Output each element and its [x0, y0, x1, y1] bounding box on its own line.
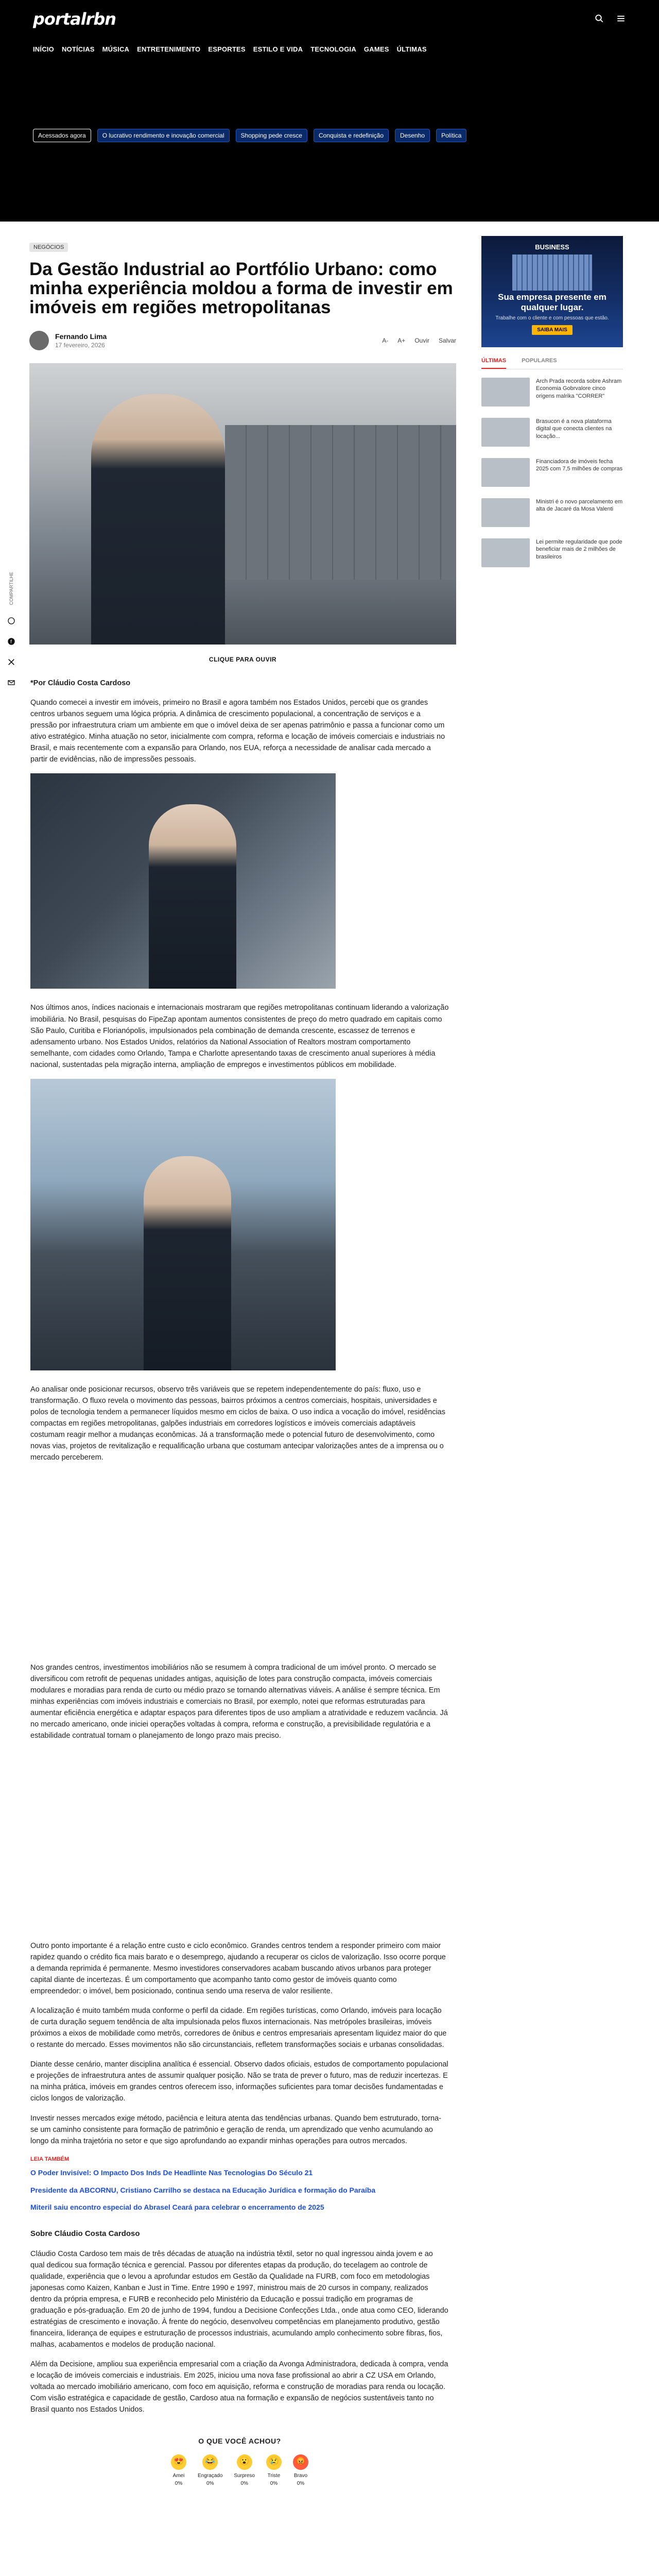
search-icon[interactable]	[594, 13, 604, 24]
related-link[interactable]: O Poder Invisível: O Impacto Dos Inds De Headlinte Nas Tecnologias Do Século 21	[30, 2168, 313, 2177]
reactions-title: O QUE VOCÊ ACHOU?	[198, 2437, 281, 2446]
about-paragraph: Cláudio Costa Cardoso tem mais de três décadas de atuação na indústria têxtil, setor no qual ingressou ainda jovem e ao qual dedicou sua formação técnica e gerencial. Passou por diferentes etapas da produção, do tecelagem ao controle de qualidade, experiência que o levou a aprofundar estudos em Gestão da Qualidade na FURB, com foco em metodologias japonesas como Kaizen, Kanban e Just in Time. Entre 1990 e 1997, ministrou mais de 20 cursos in company, realizados dentro da própria empresa, e FURB e reconhecido pelo Ministério da Educação e possui tradição em programas de graduação e pós-graduação. Em 20 de junho de 1994, fundou a Decisione Confecções Ltda., onde atua como CEO, liderando estratégias de crescimento e inovação. À frente do negócio, desenvolveu competências em planejamento produtivo, gestão financeira, liderança de equipes e estruturação de processos industriais, acumulando amplo conhecimento sobre fibras, fios, malhas, acabamentos e modelos de produção nacional.	[30, 2249, 448, 2349]
warehouse-shelves	[225, 425, 456, 580]
whatsapp-icon[interactable]	[7, 616, 16, 625]
trending-tags	[33, 129, 466, 142]
save-button[interactable]: Salvar	[438, 337, 456, 345]
list-item[interactable]: Financiadora de imóveis fecha 2025 com 7,5 milhões de compras	[481, 458, 623, 487]
related-label: LEIA TAMBÉM	[30, 2156, 70, 2162]
paragraph: Investir nesses mercados exige método, paciência e leitura atenta das tendências urbanas. Quando bem estruturado, torna-se um caminho consistente para formação de patrimônio e geração de renda, um aprendizado que venho acumulando ao longo da minha trajetória no setor e que sigo aprofundando ao expandir minhas operações para outros mercados.	[30, 2114, 441, 2145]
list-item[interactable]: Brasucon é a nova plataforma digital que conecta clientes na locação...	[481, 418, 623, 447]
paragraph: Quando comecei a investir em imóveis, primeiro no Brasil e agora também nos Estados Unidos, percebi que os grandes centros urbanos seguem uma lógica própria. A dinâmica de crescimento populacional, a concentração de serviços e a pressão por infraestrutura criam um ambiente em que o imóvel deixa de ser apenas patrimônio e passa a funcionar como um ativo estratégico. Minha atuação no setor, inicialmente com compra, reforma e locação de imóveis comerciais e industriais no Brasil, e mais recentemente com a expansão para Orlando, nos EUA, reforça a necessidade de analisar cada mercado a partir de evidências, não de impressões pessoais.	[30, 699, 445, 764]
trending-tag[interactable]: Conquista e redefinição	[314, 129, 389, 142]
tab-latest[interactable]: ÚLTIMAS	[481, 358, 506, 369]
byline: *Por Cláudio Costa Cardoso	[30, 679, 131, 688]
paragraph: Outro ponto importante é a relação entre custo e ciclo econômico. Grandes centros tendem a responder primeiro com maior rapidez quando o crédito fica mais barato e o desemprego, ajudando a recuperar os ciclos de valorização. Isso ocorre porque a demanda reprimida é permanente. Mesmo investidores conservadores acabam buscando ativos urbanos para proteger capital diante de incertezas. É um comportamento que acompanho tanto como gestor de imóveis quanto como empreendedor: o imóvel, bem posicionado, continua sendo uma reserva de valor resiliente.	[30, 1942, 446, 1996]
site-header	[0, 0, 659, 222]
listen-cta[interactable]: CLIQUE PARA OUVIR	[209, 656, 277, 664]
paragraph: A localização é muito também muda conforme o perfil da cidade. Em regiões turísticas, como Orlando, imóveis para locação de curta duração seguem tendência de alta impulsionada pelos fluxos internacionais. Nas metrópoles brasileiras, imóveis próximos a eixos de mobilidade como metrôs, corredores de ônibus e centros empresariais apresentam liquidez maior do que o restante do mercado. Esses movimentos não são circunstanciais, refletem transformações sociais e urbanas consolidadas.	[30, 2007, 447, 2049]
paragraph: Diante desse cenário, manter disciplina analítica é essencial. Observo dados oficiais, estudos de comportamento populacional e projeções de infraestrutura antes de assumir qualquer posição. Não se trata de prever o futuro, mas de reduzir incertezas. E na minha prática, imóveis em grandes centros oferecem isso, informações suficientes para tomar decisões fundamentadas e ciclos longos de valorização.	[30, 2060, 448, 2103]
article-photo	[30, 773, 336, 989]
ad-title: Sua empresa presente em qualquer lugar.	[498, 292, 606, 312]
tab-popular[interactable]: POPULARES	[522, 358, 557, 364]
reaction-love[interactable]: 😍 Amei 0%	[171, 2454, 186, 2487]
about-paragraph: Além da Decisione, ampliou sua experiência empresarial com a criação da Avonga Administradora, dedicada à compra, venda e locação de imóveis comerciais e industriais. Em 2025, iniciou uma nova fase profissional ao abrir a CZ USA em Orlando, voltada ao mercado imobiliário americano, com foco em aquisição, reforma e construção de moradias para renda ou locação. Com visão estratégica e capacidade de gestão, Cardoso atua na formação e expansão de negócios sustentáveis tanto no Brasil quanto nos Estados Unidos.	[30, 2360, 448, 2414]
trending-label: Acessados agora	[33, 129, 91, 142]
nav-item[interactable]: TECNOLOGIA	[310, 45, 356, 53]
article	[9, 242, 456, 2487]
author-row	[29, 330, 456, 351]
trending-tag[interactable]: Desenho	[395, 129, 430, 142]
about-title: Sobre Cláudio Costa Cardoso	[30, 2229, 140, 2239]
share-label: COMPARTILHE	[9, 572, 14, 605]
paragraph: Ao analisar onde posicionar recursos, observo três variáveis que se repetem independentemente do país: fluxo, uso e transformação. O fluxo revela o movimento das pessoas, bairros próximos a centros comerciais, hospitais, universidades e polos de tecnologia tendem a permanecer líquidos mesmo em ciclos de baixa. O uso indica a vocação do imóvel, residências compactas em regiões metropolitanas, galpões industriais em corredores logísticos e imóveis comerciais adaptáveis costumam reagir melhor a mudanças econômicas. Já a transformação mede o potencial futuro de desenvolvimento, como novas vias, projetos de revitalização e requalificação urbana que costumam antecipar valorizações antes de a imprensa ou o mercado perceberem.	[30, 1385, 445, 1462]
header-actions	[594, 13, 626, 24]
reactions	[163, 2436, 317, 2487]
ad-slot	[30, 1750, 449, 1940]
ad-brand: BUSINESS	[535, 243, 569, 251]
thumbnail	[481, 378, 530, 406]
x-icon[interactable]	[7, 657, 16, 667]
related-links	[30, 2167, 449, 2213]
paragraph: Nos últimos anos, índices nacionais e internacionais mostraram que regiões metropolitanas continuam liderando a valorização imobiliária. No Brasil, pesquisas do FipeZap apontam aumentos consistentes de preço do metro quadrado em capitais como São Paulo, Curitiba e Florianópolis, impulsionados pela combinação de demanda crescente, escassez de terrenos e adensamento urbano. Nos Estados Unidos, relatórios da National Association of Realtors mostram comportamento semelhante, com cidades como Orlando, Tampa e Charlotte apresentando taxas de crescimento anual superiores à média nacional, sustentadas pela migração interna, ampliação de empregos e investimentos públicos em mobilidade.	[30, 1004, 449, 1069]
thumbnail	[481, 538, 530, 567]
nav-item[interactable]: ENTRETENIMENTO	[137, 45, 201, 53]
list-item[interactable]: Ministri é o novo parcelamento em alta de Jacaré da Mosa Valenti	[481, 498, 623, 527]
ad-sub: Trabalhe com o cliente e com pessoas que estão.	[495, 315, 609, 321]
thumbnail	[481, 458, 530, 487]
article-tools	[382, 337, 456, 344]
trending-tag[interactable]: Política	[436, 129, 466, 142]
site-logo[interactable]: portalrbn	[33, 9, 116, 29]
nav-item[interactable]: ESPORTES	[208, 45, 246, 53]
list-item[interactable]: Lei permite regularidade que pode beneficiar mais de 2 milhões de brasileiros	[481, 538, 623, 567]
related-link[interactable]: Presidente da ABCORNU, Cristiano Carrilho se destaca na Educação Jurídica e formação do Paraíba	[30, 2185, 376, 2194]
main-nav	[33, 45, 435, 53]
font-increase-button[interactable]: A+	[397, 337, 406, 345]
nav-item[interactable]: MÚSICA	[102, 45, 130, 53]
reaction-surprised[interactable]: 😮 Surpreso 0%	[234, 2454, 255, 2487]
author-name[interactable]: Fernando Lima	[55, 332, 107, 341]
ad-slot	[30, 1471, 449, 1662]
reaction-sad[interactable]: 😢 Triste 0%	[266, 2454, 282, 2487]
font-decrease-button[interactable]: A-	[382, 337, 389, 345]
nav-item[interactable]: ÚLTIMAS	[396, 45, 427, 53]
article-photo	[30, 1079, 336, 1370]
nav-item[interactable]: ESTILO E VIDA	[253, 45, 303, 53]
sidebar-tabs	[481, 358, 623, 369]
ad-cta-button[interactable]: SAIBA MAIS	[532, 325, 573, 335]
sidebar-ad[interactable]	[481, 236, 623, 347]
email-icon[interactable]	[7, 678, 16, 687]
nav-item[interactable]: INÍCIO	[33, 45, 54, 53]
category-badge[interactable]: NEGÓCIOS	[29, 243, 68, 252]
sidebar	[481, 236, 623, 579]
article-body	[30, 677, 449, 2487]
portrait-figure	[91, 394, 225, 645]
publish-date: 17 fevereiro, 2026	[55, 342, 105, 349]
trending-tag[interactable]: O lucrativo rendimento e inovação comercial	[97, 129, 230, 142]
article-title: Da Gestão Industrial ao Portfólio Urbano: como minha experiência moldou a forma de investir em imóveis em regiões metropolitanas	[29, 259, 453, 317]
thumbnail	[481, 498, 530, 527]
menu-icon[interactable]	[616, 13, 626, 24]
trending-tag[interactable]: Shopping pede cresce	[236, 129, 307, 142]
paragraph: Nos grandes centros, investimentos imobiliários não se resumem à compra tradicional de um imóvel pronto. O mercado se diversificou com retrofit de pequenas unidades antigas, aquisição de lotes para construção compacta, imóveis comerciais modulares e moradias para renda de curto ou médio prazo se tornando alternativas viáveis. A análise é sempre técnica. Em minhas experiências com imóveis industriais e comerciais no Brasil, por exemplo, notei que reformas estruturadas para aumentar eficiência energética e adaptar espaços para diferentes tipos de uso ampliam a atratividade e reduzem vacância. Já no mercado americano, onde iniciei operações voltadas à compra, reforma e construção, a previsibilidade regulatória e a estabilidade contratual tornam o planejamento de longo prazo mais preciso.	[30, 1663, 448, 1740]
listen-button[interactable]: Ouvir	[414, 337, 429, 345]
sidebar-list	[481, 378, 623, 567]
avatar	[29, 331, 49, 350]
hero-image	[29, 363, 456, 645]
ad-building	[512, 255, 592, 291]
nav-item[interactable]: GAMES	[363, 45, 389, 53]
share-rail	[7, 572, 16, 687]
reaction-funny[interactable]: 😂 Engraçado 0%	[198, 2454, 222, 2487]
nav-item[interactable]: NOTÍCIAS	[61, 45, 95, 53]
reaction-angry[interactable]: 😡 Bravo 0%	[293, 2454, 308, 2487]
list-item[interactable]: Arch Prada recorda sobre Ashram Economia Gobrvalore cinco origens malrika "CORRER"	[481, 378, 623, 406]
svg-text:f: f	[10, 639, 12, 645]
related-link[interactable]: Miteril saiu encontro especial do Abrasel Ceará para celebrar o encerramento de 2025	[30, 2202, 324, 2211]
facebook-icon[interactable]	[7, 637, 16, 646]
thumbnail	[481, 418, 530, 447]
